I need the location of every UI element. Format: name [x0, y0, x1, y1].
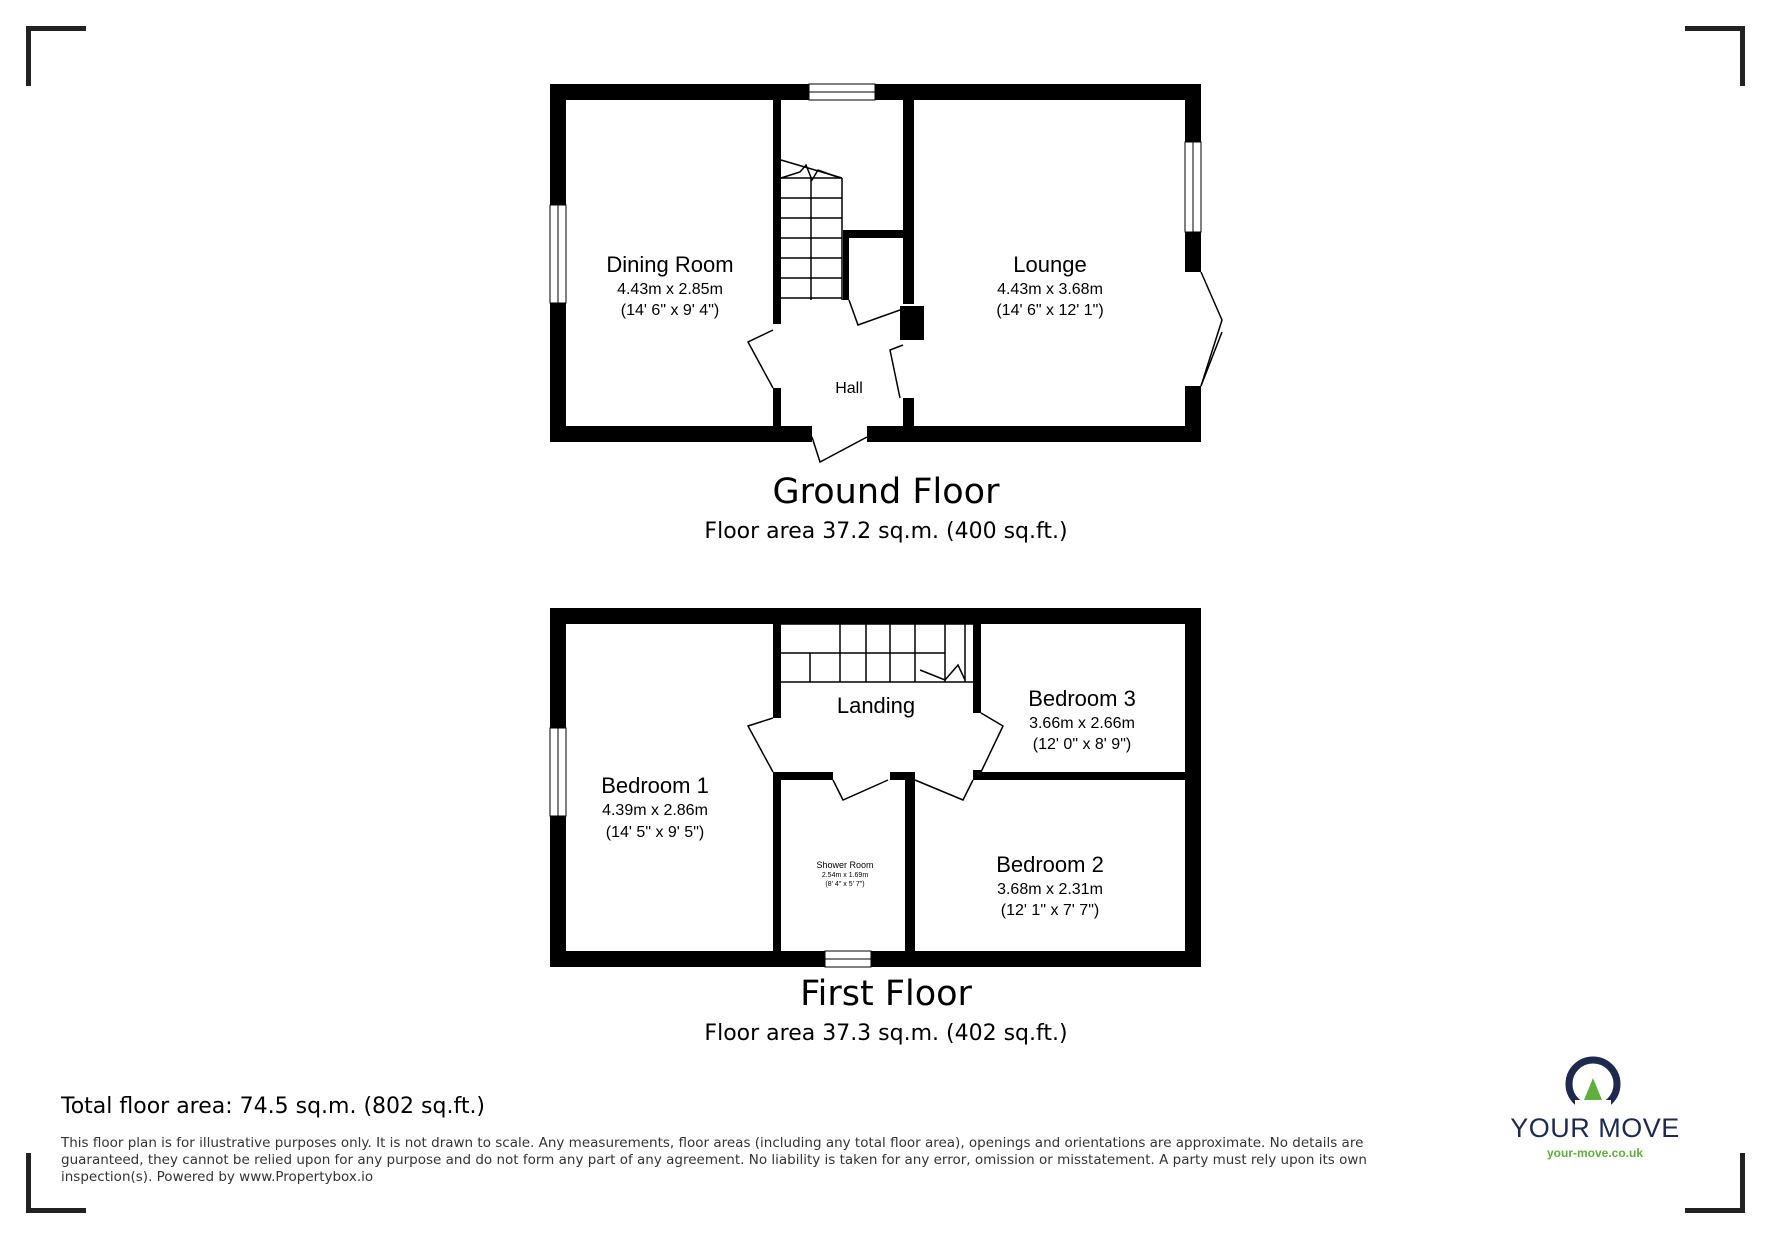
- room-lounge: [996, 252, 1103, 319]
- ground-floor-plan: [550, 84, 1222, 544]
- room-dimensions-metric: 4.39m x 2.86m: [602, 802, 708, 819]
- room-dimensions-imperial: (14' 6" x 12' 1"): [996, 302, 1104, 319]
- room-dimensions-metric: 2.54m x 1.69m: [821, 872, 869, 879]
- room-bedroom-2: [996, 852, 1104, 919]
- staircase: [781, 160, 842, 300]
- room-shower-room: [816, 860, 873, 888]
- room-dimensions-imperial: (8' 4" x 5' 7"): [825, 881, 865, 888]
- logo-url: your-move.co.uk: [1546, 1146, 1644, 1160]
- room-dimensions-metric: 3.68m x 2.31m: [997, 881, 1103, 898]
- first-floor-plan: [550, 608, 1201, 1046]
- floor-area: Floor area 37.2 sq.m. (400 sq.ft.): [704, 519, 1068, 544]
- location-pin-icon: [1569, 1060, 1617, 1112]
- door-swings: [748, 713, 1003, 800]
- room-bedroom-3: [1028, 686, 1136, 753]
- room-name: Landing: [836, 693, 916, 718]
- room-dimensions-imperial: (14' 5" x 9' 5"): [605, 824, 705, 841]
- room-name: Bedroom 2: [996, 852, 1104, 877]
- floor-title: Ground Floor: [772, 472, 1000, 512]
- room-dimensions-metric: 4.43m x 3.68m: [997, 281, 1103, 298]
- room-dimensions-imperial: (12' 0" x 8' 9"): [1032, 736, 1132, 753]
- total-floor-area: Total floor area: 74.5 sq.m. (802 sq.ft.): [61, 1094, 486, 1119]
- room-name: Shower Room: [816, 860, 874, 870]
- room-name: Bedroom 1: [601, 773, 709, 798]
- room-name: Lounge: [1013, 252, 1087, 277]
- room-dimensions-metric: 3.66m x 2.66m: [1029, 715, 1135, 732]
- your-move-logo: [1510, 1060, 1680, 1160]
- room-name: Dining Room: [606, 252, 734, 277]
- floor-title: First Floor: [800, 974, 972, 1014]
- room-name: Bedroom 3: [1028, 686, 1136, 711]
- room-name: Hall: [835, 380, 863, 397]
- floor-area: Floor area 37.3 sq.m. (402 sq.ft.): [704, 1021, 1068, 1046]
- room-dimensions-imperial: (12' 1" x 7' 7"): [1000, 902, 1100, 919]
- room-dimensions-metric: 4.43m x 2.85m: [617, 281, 723, 298]
- logo-name: YOUR MOVE: [1510, 1113, 1680, 1143]
- room-dining-room: [606, 252, 733, 319]
- room-landing: [837, 693, 915, 718]
- disclaimer-text: This floor plan is for illustrative purposes only. It is not drawn to scale. Any measurements, floor areas (including any total floor area), openings and orientations are approximate. No details are guaranteed, they cannot be relied upon for any purpose and do not form any part of any agreement. No liability is taken for any error, omission or misstatement. A party must rely upon its own inspection(s). Powered by www.Propertybox.io: [61, 1135, 1367, 1185]
- room-dimensions-imperial: (14' 6" x 9' 4"): [620, 302, 720, 319]
- staircase: [781, 624, 973, 682]
- room-bedroom-1: [601, 773, 709, 841]
- room-hall: [835, 380, 863, 397]
